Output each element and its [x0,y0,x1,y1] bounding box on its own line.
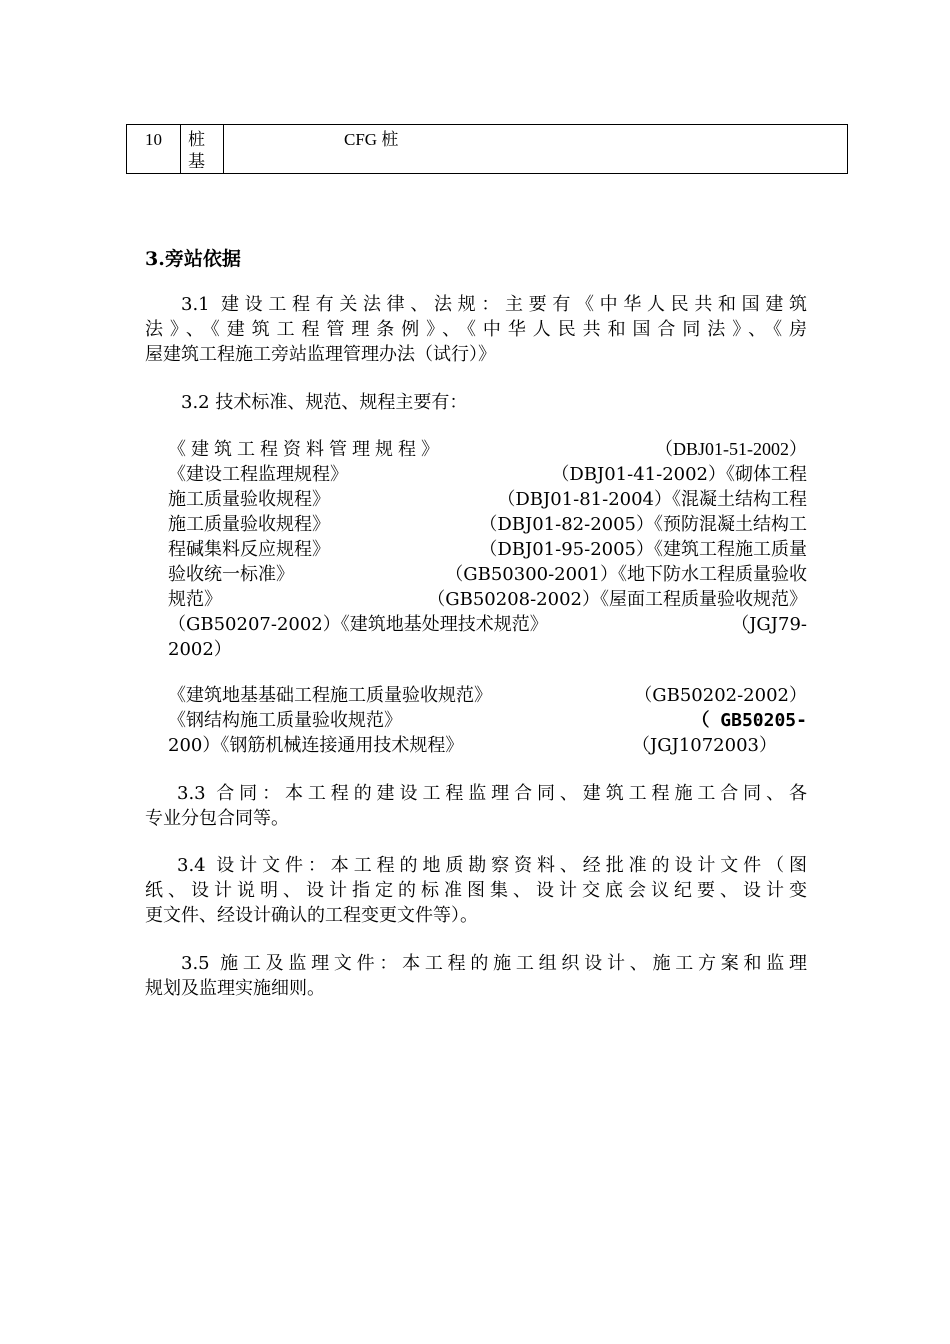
row-type-line2: 基 [188,152,205,172]
ref-6a: 验收统一标准》 [168,564,294,585]
ref-11b: （ GB50205- [691,710,807,731]
ref-10b: （GB50202-2002） [634,685,807,706]
reference-list [168,437,807,662]
ref-line-4 [168,512,807,537]
paragraph-3-5-cont [145,976,807,1001]
ref-line-2 [168,462,807,487]
ref-line-11 [168,708,807,733]
ref-line-1 [168,437,807,462]
row-description: CFG 桩 [344,130,399,149]
ref-8b: （JGJ79- [731,614,807,635]
ref-7b: （GB50208-2002）《屋面工程质量验收规范》 [427,589,807,610]
ref-2b: （DBJ01-41-2002）《砌体工程 [551,464,807,485]
p35-line1: 3.5 施工及监理文件：本工程的施工组织设计、施工方案和监理 [181,953,807,974]
p34-line1: 3.4 设计文件：本工程的地质勘察资料、经批准的设计文件（图 [177,855,807,876]
ref-4b: （DBJ01-82-2005）《预防混凝土结构工 [479,514,807,535]
p33-line1: 3.3 合同：本工程的建设工程监理合同、建筑工程施工合同、各 [177,783,807,804]
ref-line-10 [168,683,807,708]
ref-6b: （GB50300-2001）《地下防水工程质量验收 [445,564,807,585]
ref-3a: 施工质量验收规程》 [168,489,330,510]
paragraph-3-4-cont [145,878,807,928]
ref-line-6 [168,562,807,587]
ref-7a: 规范》 [168,589,222,610]
row-number: 10 [127,125,181,173]
ref-12a: 200）《钢筋机械连接通用技术规程》 [168,735,464,756]
row-type-line1: 桩 [188,130,205,150]
ref-9: 2002） [168,639,232,660]
ref-11a: 《钢结构施工质量验收规范》 [168,710,402,731]
p34-line3: 更文件、经设计确认的工程变更文件等）。 [145,905,478,926]
table-row [126,124,848,174]
ref-line-7 [168,587,807,612]
ref-10a: 《建筑地基基础工程施工质量验收规范》 [168,685,492,706]
ref-5b: （DBJ01-95-2005）《建筑工程施工质量 [479,539,807,560]
ref-1b: （DBJ01-51-2002） [655,439,807,459]
p35-line2: 规划及监理实施细则。 [145,978,325,999]
paragraph-3-3-cont [145,806,807,831]
p34-line2: 纸、设计说明、设计指定的标准图集、设计交底会议纪要、设计变 [145,880,807,901]
ref-2a: 《建设工程监理规程》 [168,464,348,485]
ref-line-12 [168,733,807,758]
ref-line-9 [168,637,807,662]
ref-3b: （DBJ01-81-2004）《混凝土结构工程 [497,489,807,510]
paragraph-3-5 [145,951,807,976]
ref-4a: 施工质量验收规程》 [168,514,330,535]
ref-line-5 [168,537,807,562]
paragraph-3-2 [145,390,843,415]
paragraph-3-3 [145,781,807,806]
ref-1a: 《建筑工程资料管理规程》 [168,439,444,460]
ref-line-8 [168,612,807,637]
paragraph-3-4 [145,853,807,878]
ref-line-3 [168,487,807,512]
p32-line1: 3.2 技术标准、规范、规程主要有： [181,392,468,413]
row-type [181,125,224,173]
paragraph-3-1 [145,292,807,317]
ref-8a: （GB50207-2002）《建筑地基处理技术规范》 [168,614,548,635]
ref-12b: （JGJ1072003） [632,735,777,756]
p31-line2: 法》、《建筑工程管理条例》、《中华人民共和国合同法》、《房 [145,319,807,340]
section-heading: 3.旁站依据 [145,248,241,270]
reference-list-2 [168,683,807,758]
p31-line3: 屋建筑工程施工旁站监理管理办法（试行）》 [145,344,496,365]
ref-5a: 程碱集料反应规程》 [168,539,330,560]
p31-line1: 3.1 建设工程有关法律、法规：主要有《中华人民共和国建筑 [181,294,807,315]
paragraph-3-1-cont [145,317,807,367]
p33-line2: 专业分包合同等。 [145,808,289,829]
